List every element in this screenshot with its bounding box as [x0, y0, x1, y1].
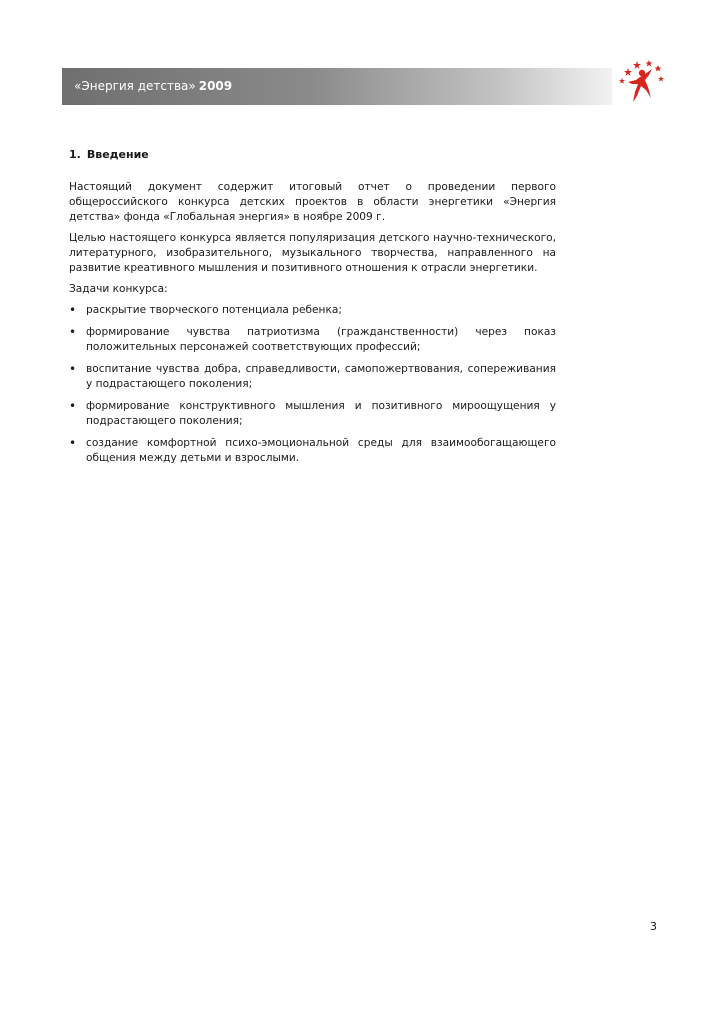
logo-star-3	[646, 60, 653, 67]
header-title-text: «Энергия детства»	[74, 79, 196, 93]
header-year: 2009	[198, 79, 233, 93]
list-item-text: создание комфортной психо-эмоциональной среды для взаимообогащающего общения между детьми и взрослыми.	[86, 437, 556, 464]
paragraph-tasks-heading: Задачи конкурса:	[69, 283, 168, 295]
list-item-text: воспитание чувства добра, справедливости, самопожертвования, сопереживания у подрастающего поколения;	[86, 363, 556, 390]
list-item	[69, 362, 556, 392]
list-item	[69, 303, 556, 318]
bullet-icon: •	[69, 362, 77, 376]
header-band	[62, 68, 612, 105]
logo-star-4	[655, 65, 662, 72]
list-item-text: формирование конструктивного мышления и позитивного мироощущения у подрастающего поколения;	[86, 400, 556, 427]
bullet-icon: •	[69, 325, 77, 339]
list-item	[69, 399, 556, 429]
list-item	[69, 436, 556, 466]
bullet-icon: •	[69, 399, 77, 413]
list-item-text: раскрытие творческого потенциала ребенка;	[86, 304, 342, 316]
bullet-icon: •	[69, 303, 77, 317]
logo-star-2	[633, 61, 641, 69]
list-item	[69, 325, 556, 355]
logo-star-5	[619, 78, 625, 84]
page-number: 3	[650, 920, 657, 933]
star-figure-logo-icon	[618, 56, 664, 106]
section-heading	[69, 148, 149, 161]
paragraph-intro: Настоящий документ содержит итоговый отчет о проведении первого общероссийского конкурса детских проектов в области энергетики «Энергия детства» фонда «Глобальная энергия» в ноябре 2009 г.	[69, 181, 556, 223]
section-number: 1.	[69, 148, 81, 161]
logo-star-6	[658, 76, 664, 82]
list-item-text: формирование чувства патриотизма (гражданственности) через показ положительных персонажей соответствующих профессий;	[86, 326, 556, 353]
paragraph-goal: Целью настоящего конкурса является популяризация детского научно-технического, литературного, изобразительного, музыкального творчества, направленного на развитие креативного мышления и позитивного отношения к отрасли энергетики.	[69, 232, 556, 274]
document-body	[69, 180, 556, 473]
header-title	[74, 79, 232, 93]
section-title: Введение	[86, 148, 149, 161]
tasks-list	[69, 303, 556, 466]
bullet-icon: •	[69, 436, 77, 450]
logo-star-1	[624, 68, 632, 76]
